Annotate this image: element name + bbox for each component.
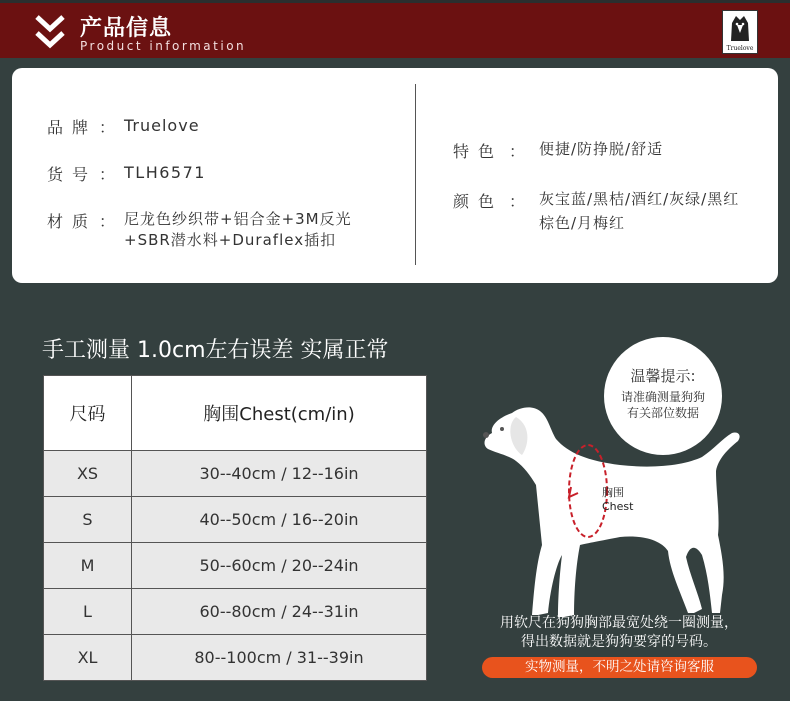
section-title: 产品信息 (80, 16, 173, 41)
chevron-down-icon (34, 13, 66, 53)
material-value-line2: +SBR潜水料+Duraflex插扣 (124, 231, 337, 249)
tip-line: 有关部位数据 (626, 406, 699, 420)
brand-logo (722, 10, 758, 54)
size-cell: XL (44, 635, 132, 681)
chest-cell: 30--40cm / 12--16in (132, 451, 427, 497)
colon: ： (509, 142, 526, 161)
material-label: 材质 (47, 212, 98, 231)
sku-value: TLH6571 (124, 163, 206, 182)
size-cell: S (44, 497, 132, 543)
colon: ： (99, 212, 116, 231)
table-row (44, 497, 427, 543)
page-header (0, 0, 790, 58)
table-row (44, 635, 427, 681)
dog-logo-icon (723, 11, 757, 45)
tip-title: 温馨提示: (630, 367, 696, 385)
material-value-line1: 尼龙色纱织带+铝合金+3M反光 (124, 210, 352, 228)
chest-cell: 80--100cm / 31--39in (132, 635, 427, 681)
table-row (44, 451, 427, 497)
chest-label-en: Chest (602, 500, 634, 513)
colon: ： (509, 192, 526, 211)
note-line: 用软尺在狗狗胸部最宽处绕一圈测量， (500, 615, 738, 631)
tip-line: 请准确测量狗狗 (620, 390, 705, 404)
chest-cell: 40--50cm / 16--20in (132, 497, 427, 543)
measure-title: 手工测量 1.0cm左右误差 实属正常 (42, 338, 389, 363)
header-chest: 胸围Chest(cm/in) (132, 376, 427, 451)
size-cell: L (44, 589, 132, 635)
size-cell: M (44, 543, 132, 589)
table-row (44, 543, 427, 589)
brand-value: Truelove (124, 116, 200, 135)
chest-cell: 50--60cm / 20--24in (132, 543, 427, 589)
color-value-line2: 棕色/月梅红 (539, 214, 626, 232)
chest-cell: 60--80cm / 24--31in (132, 589, 427, 635)
table-header-row (44, 376, 427, 451)
brand-label: 品牌 (47, 118, 98, 137)
contact-service-banner: 实物测量，不明之处请咨询客服 (482, 657, 757, 678)
measure-note (474, 614, 764, 652)
logo-text: Truelove (726, 45, 754, 52)
sku-label: 货号 (47, 165, 98, 184)
note-line: 得出数据就是狗狗要穿的号码。 (521, 634, 717, 650)
colon: ： (99, 165, 116, 184)
product-info-card (12, 68, 778, 283)
section-subtitle: Product information (80, 39, 247, 53)
feature-value: 便捷/防挣脱/舒适 (539, 140, 664, 158)
chest-label (602, 486, 633, 514)
colon: ： (99, 118, 116, 137)
tip-bubble (604, 337, 722, 455)
header-size: 尺码 (44, 376, 132, 451)
feature-label: 特色 (453, 142, 504, 161)
divider (415, 84, 416, 265)
size-table (43, 375, 427, 681)
chest-label-cn: 胸围 (602, 486, 624, 499)
table-row (44, 589, 427, 635)
color-label: 颜色 (453, 192, 504, 211)
color-value-line1: 灰宝蓝/黑桔/酒红/灰绿/黑红 (539, 190, 740, 208)
size-cell: XS (44, 451, 132, 497)
